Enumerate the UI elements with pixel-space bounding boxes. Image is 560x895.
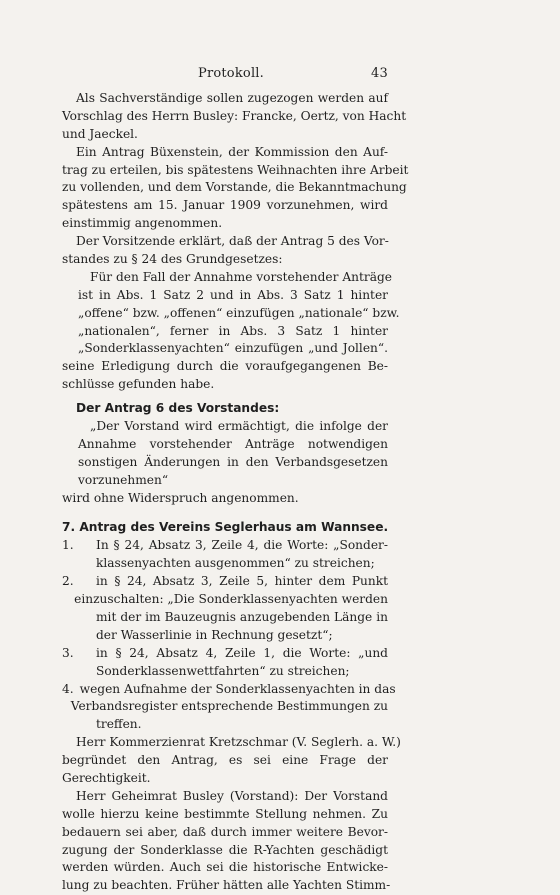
list-item-text: mit der im Bauzeugnis anzugebenden Länge in <box>96 609 388 624</box>
text-line: 7. Antrag des Vereins Seglerhaus am Wannsee. <box>62 520 389 535</box>
text-line: Gerechtigkeit. <box>62 770 151 785</box>
list-item-number: 1. <box>62 538 74 553</box>
text-line: sonstigen Änderungen in den Verbandsgesetzen <box>78 454 388 469</box>
list-item <box>62 555 388 573</box>
list-item-text: In § 24, Absatz 3, Zeile 4, die Worte: „Sonder- <box>96 538 388 553</box>
text-line: schlüsse gefunden habe. <box>62 377 215 392</box>
list-item-text: in § 24, Absatz 4, Zeile 1, die Worte: „und <box>96 645 388 660</box>
list-item-text: wegen Aufnahme der Sonderklassenyachten in das <box>79 681 396 696</box>
text-line: werden würden. Auch sei die historische Entwicke- <box>62 860 388 875</box>
text-line: Für den Fall der Annahme vorstehender Anträge <box>90 269 392 284</box>
text-line: seine Erledigung durch die voraufgegangenen Be- <box>62 359 388 374</box>
list-item-text: Verbandsregister entsprechende Bestimmungen zu <box>70 699 388 714</box>
text-line: „nationalen“, ferner in Abs. 3 Satz 1 hinter <box>78 323 388 338</box>
text-line: Ein Antrag Büxenstein, der Kommission den Auf- <box>76 144 388 159</box>
list-item <box>62 627 388 645</box>
text-line: begründet den Antrag, es sei eine Frage der <box>62 753 388 768</box>
list-item-number: 3. <box>62 645 74 660</box>
list-item-text: treffen. <box>96 717 142 732</box>
list-item-text: klassenyachten ausgenommen“ zu streichen; <box>96 556 375 571</box>
text-line: trag zu erteilen, bis spätestens Weihnachten ihre Arbeit <box>62 162 409 177</box>
text-line: Annahme vorstehender Anträge notwendigen <box>78 436 388 451</box>
list-item-number <box>62 627 96 645</box>
list-item-number <box>62 698 71 716</box>
text-line: einstimmig angenommen. <box>62 216 223 231</box>
list-item <box>62 591 388 609</box>
text-line: Der Antrag 6 des Vorstandes: <box>76 401 280 416</box>
text-line: Herr Kommerzienrat Kretzschmar (V. Seglerh. a. W.) <box>76 735 401 750</box>
list-item-number <box>62 555 96 573</box>
list-item <box>62 645 388 663</box>
text-line: vorzunehmen“ <box>78 472 169 487</box>
text-line: „Sonderklassenyachten“ einzufügen „und Jollen“. <box>78 341 388 356</box>
text-line: spätestens am 15. Januar 1909 vorzunehmen, wird <box>62 198 388 213</box>
list-item <box>62 698 388 716</box>
text-line: und Jaeckel. <box>62 126 138 141</box>
text-line: Vorschlag des Herrn Busley: Francke, Oertz, von Hacht <box>62 108 407 123</box>
text-line: wolle hierzu keine bestimmte Stellung nehmen. Zu <box>62 806 388 821</box>
text-line: Herr Geheimrat Busley (Vorstand): Der Vorstand <box>76 788 388 803</box>
list-item <box>62 663 388 681</box>
text-line: „offene“ bzw. „offenen“ einzufügen „nationale“ bzw. <box>78 305 400 320</box>
text-line: wird ohne Widerspruch angenommen. <box>62 490 299 505</box>
list-item-number <box>62 663 96 681</box>
text-line: ist in Abs. 1 Satz 2 und in Abs. 3 Satz 1 hinter <box>78 287 388 302</box>
text-line: Als Sachverständige sollen zugezogen werden auf <box>76 91 388 105</box>
list-item-text: der Wasserlinie in Rechnung gesetzt“; <box>96 627 333 642</box>
list-item-number: 4. <box>62 681 74 696</box>
list-item <box>62 716 388 734</box>
list-item-text: einzuschalten: „Die Sonderklassenyachten werden <box>74 592 388 607</box>
list-item <box>62 681 396 699</box>
body-text <box>62 90 409 895</box>
text-line: Der Vorsitzende erklärt, daß der Antrag 5 des Vor- <box>76 234 389 249</box>
text-line: zu vollenden, und dem Vorstande, die Bekanntmachung <box>62 180 407 195</box>
list-item <box>62 609 388 627</box>
list-item-number <box>62 716 96 734</box>
list-item-number: 2. <box>62 574 74 589</box>
page-number: 43 <box>371 66 388 81</box>
text-line: standes zu § 24 des Grundgesetzes: <box>62 252 283 267</box>
text-line: lung zu beachten. Früher hätten alle Yachten Stimm- <box>62 878 391 893</box>
list-item-number <box>62 609 96 627</box>
list-item <box>62 537 388 555</box>
document-page <box>62 60 409 893</box>
list-item-number <box>62 591 74 609</box>
list-item <box>62 573 388 591</box>
list-item-text: Sonderklassenwettfahrten“ zu streichen; <box>96 663 350 678</box>
running-title: Protokoll. <box>198 66 264 81</box>
text-line: zugung der Sonderklasse die R-Yachten geschädigt <box>62 842 388 857</box>
list-item-text: in § 24, Absatz 3, Zeile 5, hinter dem Punkt <box>96 574 388 589</box>
text-line: „Der Vorstand wird ermächtigt, die infolge der <box>90 419 388 434</box>
text-line: bedauern sei aber, daß durch immer weitere Bevor- <box>62 824 388 839</box>
page-header <box>62 60 388 82</box>
